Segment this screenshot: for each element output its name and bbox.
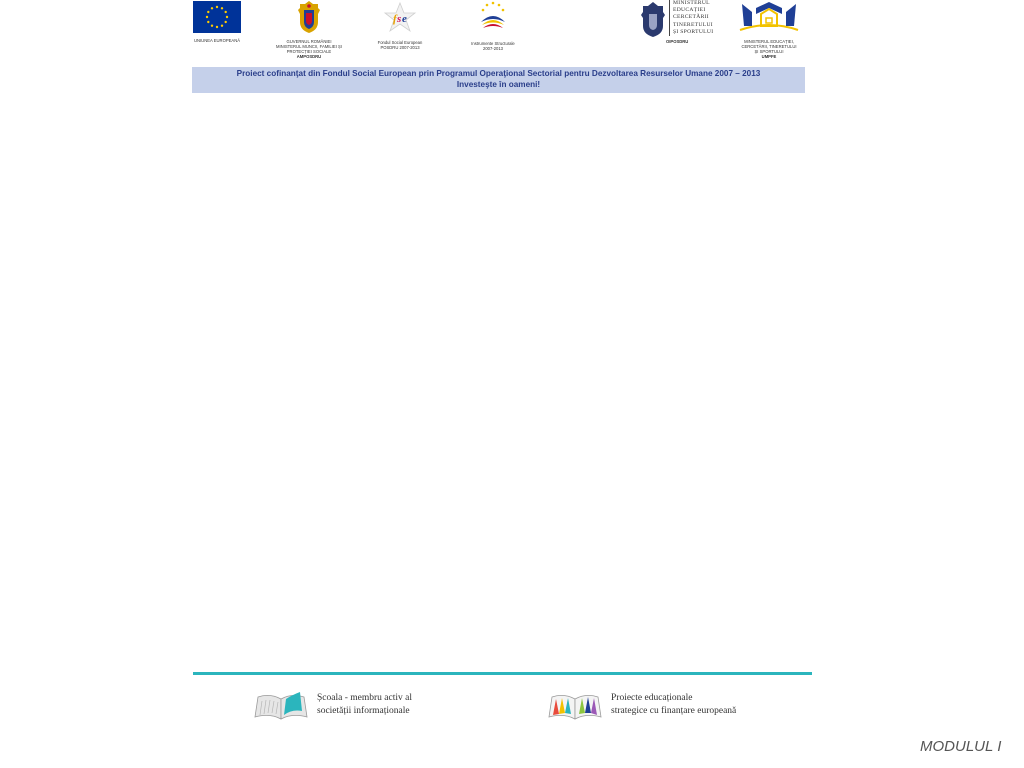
umpfe-caption-line: MINISTERUL EDUCAȚIEI, xyxy=(744,39,794,44)
svg-text:f: f xyxy=(393,13,397,25)
ministry-caption xyxy=(640,39,716,44)
is-caption-line: 2007-2013 xyxy=(482,46,504,51)
is-caption xyxy=(465,41,521,51)
ministry-caption-bold: OIPOSDRU xyxy=(666,39,689,44)
svg-text:s: s xyxy=(397,13,402,25)
svg-text:e: e xyxy=(402,13,407,25)
umpfe-caption-bold: UMPFE xyxy=(761,54,777,59)
banner-line-1: Proiect cofinanţat din Fondul Social European prin Programul Operaţional Sectorial pentru Dezvoltarea Resurselor Umane 2007 – 2013 xyxy=(236,69,761,78)
umpfe-houses-icon xyxy=(734,0,804,34)
fse-caption-line: Fondul Social European xyxy=(377,40,423,45)
footer-divider xyxy=(193,672,812,675)
gov-caption-bold: AMPOSDRU xyxy=(296,54,322,59)
gov-caption-line: MINISTERUL MUNCII, FAMILIEI ȘI xyxy=(276,44,342,49)
ministry-name-line: TINERETULUI xyxy=(673,21,713,28)
ministry-name-line: EDUCAȚIEI xyxy=(673,7,706,14)
eu-caption xyxy=(193,38,241,43)
gov-caption-line: GUVERNUL ROMÂNIEI xyxy=(286,39,332,44)
module-label: MODULUL I xyxy=(920,738,1002,755)
ministry-name-line: CERCETĂRII xyxy=(673,14,709,21)
footer-program-right xyxy=(546,689,736,721)
ministry-crest-icon xyxy=(640,0,666,38)
open-book-icon xyxy=(252,689,310,721)
fse-logo xyxy=(371,1,429,50)
footer-program-left xyxy=(252,689,412,721)
gov-caption xyxy=(274,39,344,59)
eu-flag-icon xyxy=(193,1,241,33)
footer-left-line2: societății informaționale xyxy=(317,706,410,716)
government-logo xyxy=(274,0,344,59)
banner-line-2: Investeşte în oameni! xyxy=(456,79,541,89)
ministry-name-line: ȘI SPORTULUI xyxy=(673,28,714,35)
fse-logo-icon xyxy=(382,1,418,35)
footer-right-text xyxy=(611,692,736,718)
instrumente-structurale-icon xyxy=(473,0,513,36)
is-caption-line: Instrumente Structurale xyxy=(471,41,515,46)
fse-caption-line: POSDRU 2007-2013 xyxy=(380,45,420,50)
umpfe-caption-line: CERCETĂRII, TINERETULUI xyxy=(741,44,797,49)
project-banner xyxy=(192,67,805,93)
ministry-name-line: MINISTERUL xyxy=(673,0,710,6)
footer-left-text xyxy=(317,692,412,718)
footer-left-line1: Școala - membru activ al xyxy=(317,693,412,703)
umpfe-caption-line: ȘI SPORTULUI xyxy=(754,49,784,54)
colored-book-icon xyxy=(546,689,604,721)
footer-right-line1: Proiecte educaționale xyxy=(611,693,693,703)
fse-caption xyxy=(371,40,429,50)
eu-logo xyxy=(193,1,241,43)
umpfe-caption xyxy=(733,39,805,59)
ministry-name xyxy=(669,0,713,36)
romania-coat-of-arms-icon xyxy=(296,0,322,34)
eu-caption-line: UNIUNEA EUROPEANĂ xyxy=(193,38,241,43)
umpfe-logo xyxy=(733,0,805,59)
footer-right-line2: strategice cu finanțare europeană xyxy=(611,706,737,716)
instrumente-structurale-logo xyxy=(465,0,521,51)
ministry-logo xyxy=(640,0,716,44)
gov-caption-line: PROTECȚIEI SOCIALE xyxy=(286,49,332,54)
